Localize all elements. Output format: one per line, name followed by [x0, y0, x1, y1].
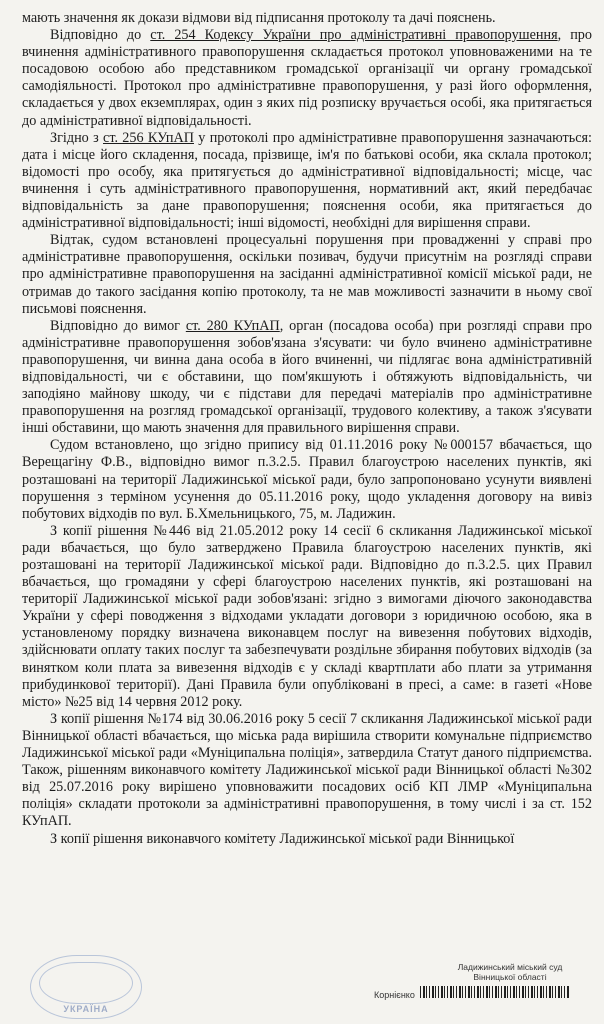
paragraph-text: у протоколі про адміністративне правопорушення зазначаються: дата і місце його складення, посада, прізвище, ім'я по батькові особи, яка склала протокол; відомості про особу, яка притягується до адміністративної відповідальності; місце, час вчинення і суть адміністративного правопорушення, нормативний акт, який передбачає відповідальність за дане правопорушення; пояснення особи, яка притягається до адміністративної відповідальності; інші відомості, необхідні для вирішення справи.: [22, 129, 592, 232]
paragraph: [22, 523, 592, 711]
paragraph-text: Судом встановлено, що згідно припису від 01.11.2016 року №000157 вбачається, що Верещагіну Ф.В., відповідно вимог п.3.2.5. Правил благоустрою населених пунктів, які розташовані на території Ладижинської міської ради, було запропоновано усунути виявлені порушення з терміном усунення до 05.11.2016 року, щодо укладення договору на вивіз побутових відходів по вул. Б.Хмельницького, 75, м. Ладижин.: [22, 437, 592, 522]
paragraph-text: З копії рішення №174 від 30.06.2016 року 5 сесії 7 скликання Ладижинської міської ради Вінницької області вбачається, що міська рада вирішила створити комунальне підприємство Ладижинської міської ради «Муніципальна поліція», затвердила Статут даного підприємства. Також, рішенням виконавчого комітету Ладижинської міської ради Вінницької області №302 від 25.07.2016 року вирішено уповноважити посадових осіб КП ЛМР «Муніципальна поліція» складати протоколи за адміністративні правопорушення, в тому числі і за ст. 152 КУпАП.: [22, 710, 592, 830]
paragraph-text: Відтак, судом встановлені процесуальні порушення при провадженні у справі про адміністративне правопорушення, оскільки позивач, будучи присутнім на розгляді справи про адміністративне правопорушення на засіданні адміністративної комісії міської ради, не отримав до такого засідання копію протоколу, та не мав можливості зазначити в ньому свої письмові пояснення.: [22, 232, 592, 317]
court-region: Вінницької області: [473, 972, 547, 982]
paragraph: [22, 130, 592, 233]
clerk-name: Корнієнко: [374, 990, 415, 1000]
paragraph-text: З копії рішення виконавчого комітету Ладижинської міської ради Вінницької: [50, 830, 515, 847]
seal-text: УКРАЇНА: [63, 1004, 109, 1014]
court-certification: [430, 962, 590, 982]
barcode: [420, 986, 570, 998]
paragraph: [22, 437, 592, 522]
paragraph: [22, 10, 592, 27]
law-reference-link[interactable]: ст. 280 КУпАП: [185, 317, 280, 334]
paragraph-text: , орган (посадова особа) при розгляді справи про адміністративне правопорушення зобов'язана з'ясувати: чи було вчинено адміністративне правопорушення, чи винна дана особа в його вчиненні, чи підлягає вона адміністративній відповідальності, чи є обставини, що пом'якшують і обтяжують відповідальність, чи заподіяно майнову шкоду, чи є підстави для передачі матеріалів про адміністративне правопорушення на розгляд громадської організації, трудового колективу, а також з'ясувати інші обставини, що мають значення для правильного вирішення справи.: [22, 317, 592, 437]
paragraph: [22, 27, 592, 130]
court-name: Ладижинський міський суд: [457, 962, 563, 972]
document-body: [22, 10, 592, 848]
law-reference-link[interactable]: ст. 254 Кодексу України про адміністративні правопорушення: [150, 27, 558, 44]
paragraph-text: Згідно з: [50, 129, 104, 146]
seal-ring: [39, 962, 133, 1004]
paragraph-text: , про вчинення адміністративного правопорушення складається протокол уповноваженими на те посадовою особою або представником громадської організації чи органу громадської самодіяльності. Протокол про адміністративне правопорушення, у разі його оформлення, складається у двох екземплярах, один з яких під розписку вручається особі, яка притягається до адміністративної відповідальності.: [22, 27, 592, 129]
paragraph: [22, 831, 592, 848]
law-reference-link[interactable]: ст. 256 КУпАП: [103, 129, 194, 146]
paragraph-text: З копії рішення №446 від 21.05.2012 року 14 сесії 6 скликання Ладижинської міської ради вбачається, що було затверджено Правила благоустрою населених пунктів, які розташовані на території Ладижинської міської ради. Відповідно до п.3.2.5. цих Правил вбачається, що громадяни у сфері благоустрою населених пунктів, які розташовані на території Ладижинської міської ради зобов'язані: згідно з вимогами діючого законодавства України у сфері поводження з відходами укладати договори з юридичною особою, яка в установленому порядку визначена виконавцем послуг на вивезення побутових відходів, здійснювати оплату таких послуг та забезпечувати роздільне збирання побутових відходів (за винятком коли плата за вивезення відходів є у складі квартплати або плати за утримання прибудинкової території). Дані Правила були опубліковані в пресі, а саме: в газеті «Нове місто» №25 від 14 червня 2012 року.: [22, 522, 592, 710]
paragraph: [22, 711, 592, 831]
paragraph: [22, 318, 592, 438]
paragraph: [22, 232, 592, 317]
paragraph-text: мають значення як докази відмови від підписання протоколу та дачі пояснень.: [22, 10, 496, 26]
paragraph-text: Відповідно до: [50, 27, 151, 44]
paragraph-text: Відповідно до вимог: [50, 317, 186, 334]
court-seal-stamp: [30, 955, 142, 1019]
